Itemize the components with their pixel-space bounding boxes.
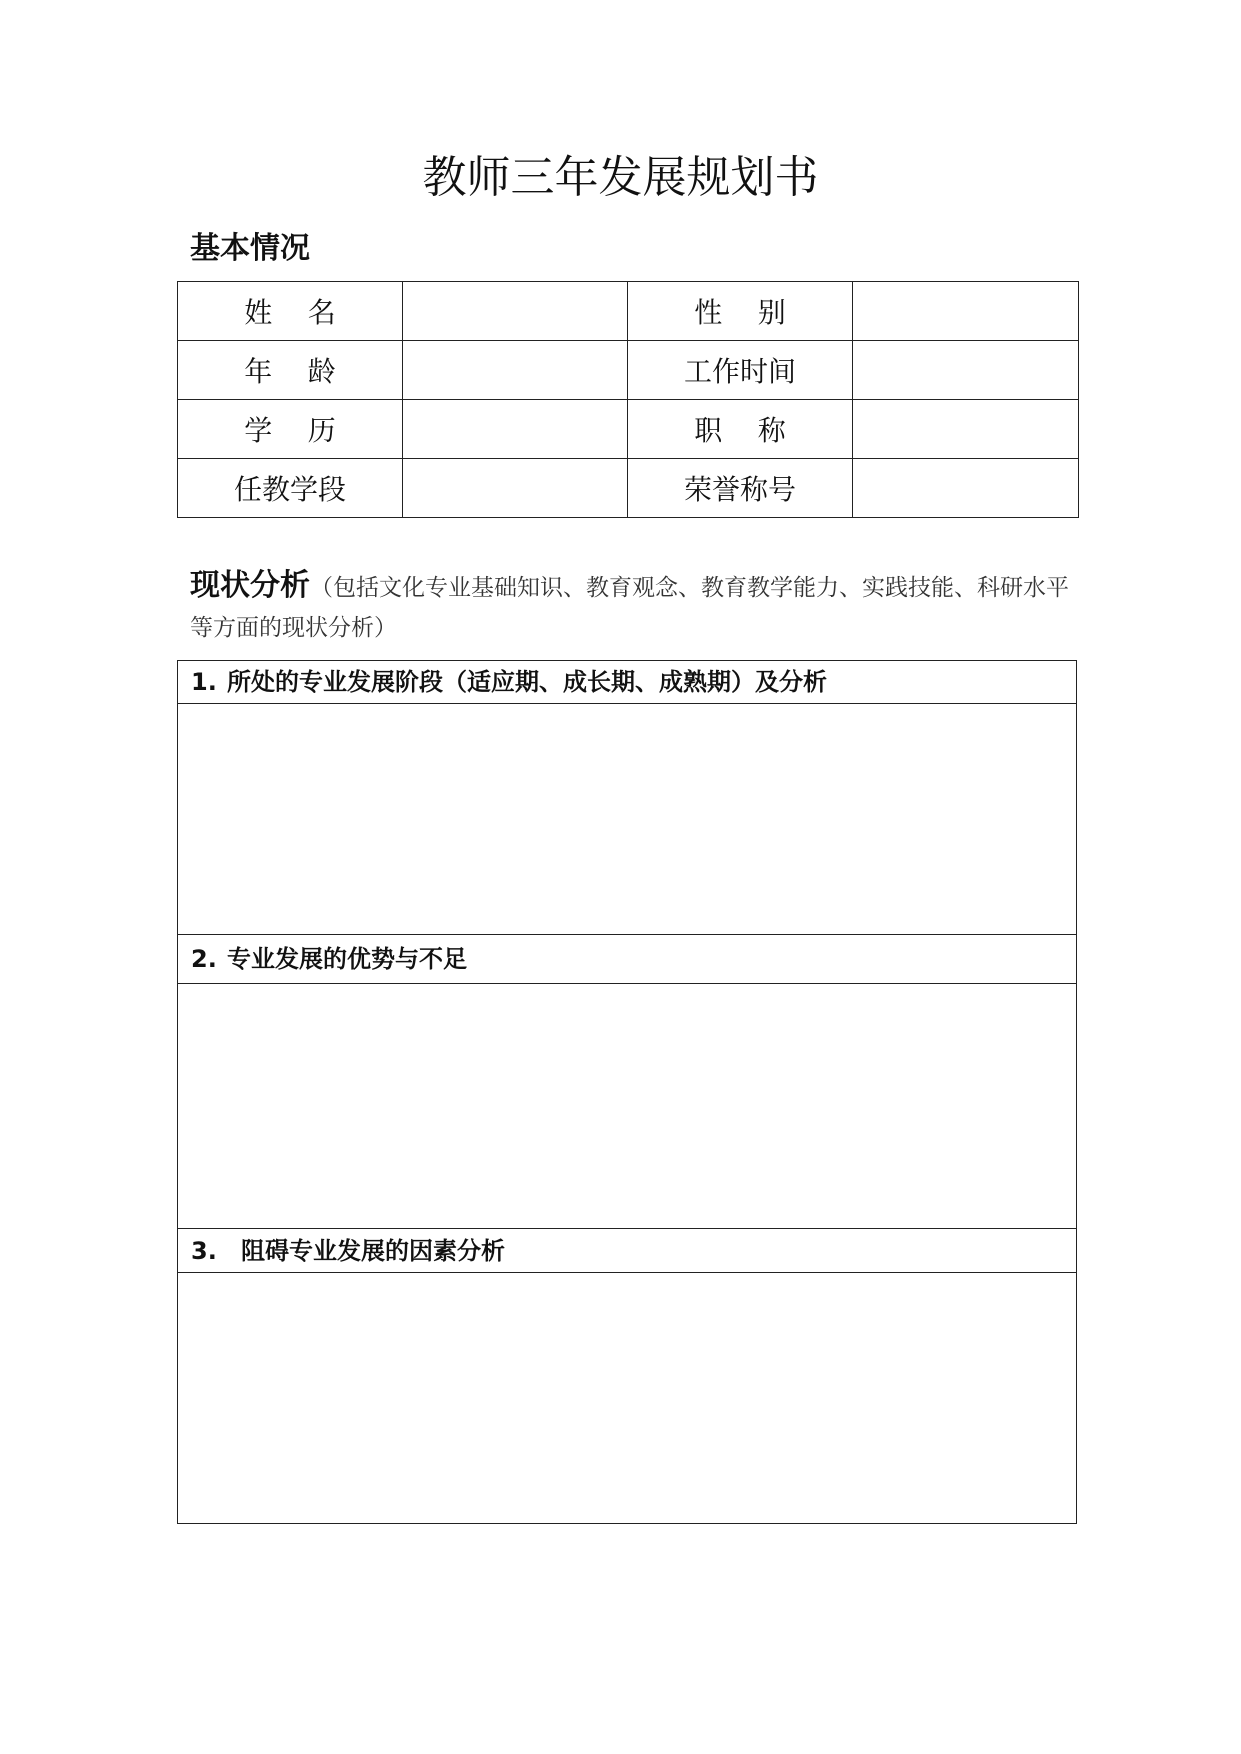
item-3-title: 阻碍专业发展的因素分析 (241, 1237, 505, 1265)
basic-info-heading: 基本情况 (190, 231, 310, 266)
honor-title-label: 荣誉称号 (628, 459, 853, 518)
status-analysis-heading: 现状分析 (190, 568, 310, 603)
teaching-stage-field[interactable] (403, 459, 628, 518)
age-field[interactable] (403, 341, 628, 400)
teaching-stage-label: 任教学段 (178, 459, 403, 518)
honor-title-field[interactable] (853, 459, 1079, 518)
gender-label: 性 别 (628, 282, 853, 341)
item-2-content-area[interactable] (178, 984, 1076, 1229)
item-1-content-area[interactable] (178, 704, 1076, 935)
item-2-number: 2. (191, 945, 217, 973)
item-3-header (178, 1229, 1076, 1273)
table-row (178, 400, 1079, 459)
table-row (178, 282, 1079, 341)
item-1-number: 1. (191, 668, 217, 696)
item-2-title: 专业发展的优势与不足 (227, 945, 467, 973)
name-label: 姓 名 (178, 282, 403, 341)
basic-info-table (177, 281, 1079, 518)
work-time-label: 工作时间 (628, 341, 853, 400)
professional-title-label: 职 称 (628, 400, 853, 459)
table-row (178, 459, 1079, 518)
item-1-header (178, 661, 1076, 704)
item-1-title: 所处的专业发展阶段（适应期、成长期、成熟期）及分析 (227, 668, 827, 696)
item-3-number: 3. (191, 1237, 217, 1265)
education-label: 学 历 (178, 400, 403, 459)
status-analysis-table (177, 660, 1077, 1524)
professional-title-field[interactable] (853, 400, 1079, 459)
work-time-field[interactable] (853, 341, 1079, 400)
status-analysis-intro (190, 566, 1070, 648)
age-label: 年 龄 (178, 341, 403, 400)
item-3-content-area[interactable] (178, 1273, 1076, 1522)
name-field[interactable] (403, 282, 628, 341)
document-title: 教师三年发展规划书 (422, 152, 819, 203)
table-row (178, 341, 1079, 400)
education-field[interactable] (403, 400, 628, 459)
item-2-header (178, 935, 1076, 984)
gender-field[interactable] (853, 282, 1079, 341)
status-analysis-note: （包括文化专业基础知识、教育观念、教育教学能力、实践技能、科研水平等方面的现状分析） (190, 575, 1069, 641)
